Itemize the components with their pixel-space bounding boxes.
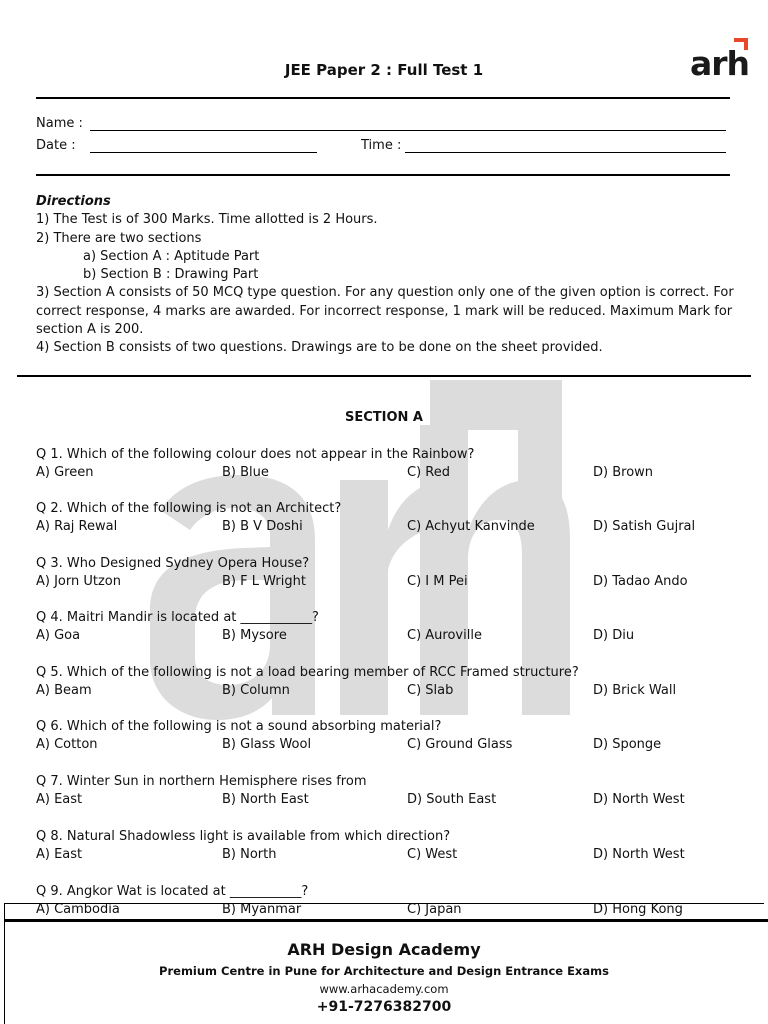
options-row: [36, 519, 736, 537]
name-label: Name :: [36, 116, 83, 131]
directions-heading: Directions: [36, 194, 111, 209]
name-row: [36, 116, 83, 131]
page-title: JEE Paper 2 : Full Test 1: [284, 61, 484, 79]
option[interactable]: C) Auroville: [407, 628, 482, 643]
question-text: Q 8. Natural Shadowless light is available from which direction?: [36, 829, 451, 844]
question-text: Q 9. Angkor Wat is located at ___________?: [36, 884, 309, 899]
option[interactable]: B) Blue: [222, 465, 269, 480]
logo-text: arh: [690, 44, 750, 83]
option[interactable]: B) Glass Wool: [222, 737, 312, 752]
option[interactable]: B) Column: [222, 683, 290, 698]
option[interactable]: A) Raj Rewal: [36, 519, 118, 534]
form-divider: [36, 174, 730, 176]
footer-thin-rule: [4, 903, 764, 904]
option[interactable]: D) Hong Kong: [593, 902, 683, 917]
option[interactable]: A) Goa: [36, 628, 81, 643]
direction-line: a) Section A : Aptitude Part: [83, 248, 260, 264]
option[interactable]: D) Brown: [593, 465, 654, 480]
options-row: [36, 792, 736, 810]
direction-line: 1) The Test is of 300 Marks. Time allotted is 2 Hours.: [36, 212, 378, 228]
direction-line: b) Section B : Drawing Part: [83, 267, 259, 283]
time-field[interactable]: [405, 138, 726, 153]
options-row: [36, 574, 736, 592]
option[interactable]: B) North: [222, 847, 277, 862]
direction-line: 3) Section A consists of 50 MCQ type question. For any question only one of the given option is correct. For correct response, 4 marks are awarded. For incorrect response, 1 mark will be reduced. Maximum Mark for section A is 200.: [36, 285, 734, 338]
name-field[interactable]: [90, 116, 726, 131]
options-row: [36, 737, 736, 755]
option[interactable]: B) North East: [222, 792, 309, 807]
footer-tagline: Premium Centre in Pune for Architecture and Design Entrance Exams: [159, 964, 609, 978]
footer-website-link[interactable]: www.arhacademy.com: [319, 982, 449, 996]
footer-divider: [4, 919, 768, 922]
option[interactable]: A) Green: [36, 465, 94, 480]
options-row: [36, 628, 736, 646]
question-text: Q 6. Which of the following is not a sound absorbing material?: [36, 719, 442, 734]
option[interactable]: D) Tadao Ando: [593, 574, 688, 589]
option[interactable]: B) Myanmar: [222, 902, 302, 917]
option[interactable]: D) South East: [407, 792, 497, 807]
question-text: Q 1. Which of the following colour does not appear in the Rainbow?: [36, 447, 475, 462]
question-text: Q 4. Maitri Mandir is located at ___________?: [36, 610, 319, 625]
top-divider: [36, 97, 730, 99]
option[interactable]: C) Japan: [407, 902, 462, 917]
directions-block: [36, 193, 736, 358]
footer-academy-name: ARH Design Academy: [287, 940, 481, 959]
option[interactable]: D) Brick Wall: [593, 683, 677, 698]
question-text: Q 5. Which of the following is not a load bearing member of RCC Framed structure?: [36, 665, 579, 680]
option[interactable]: C) Ground Glass: [407, 737, 513, 752]
footer-phone: +91-7276382700: [316, 999, 452, 1015]
question-text: Q 3. Who Designed Sydney Opera House?: [36, 556, 310, 571]
option[interactable]: A) Cotton: [36, 737, 98, 752]
option[interactable]: B) Mysore: [222, 628, 287, 643]
option[interactable]: A) Cambodia: [36, 902, 120, 917]
options-row: [36, 902, 736, 920]
question-text: Q 2. Which of the following is not an Architect?: [36, 501, 342, 516]
option[interactable]: C) I M Pei: [407, 574, 468, 589]
option[interactable]: B) F L Wright: [222, 574, 306, 589]
option[interactable]: C) Slab: [407, 683, 454, 698]
option[interactable]: D) Sponge: [593, 737, 662, 752]
option[interactable]: A) East: [36, 847, 83, 862]
time-label: Time :: [361, 138, 402, 153]
section-divider: [17, 375, 751, 377]
option[interactable]: D) Diu: [593, 628, 635, 643]
section-title: SECTION A: [344, 410, 423, 425]
direction-line: 2) There are two sections: [36, 230, 202, 246]
options-row: [36, 847, 736, 865]
option[interactable]: A) Beam: [36, 683, 92, 698]
option[interactable]: A) Jorn Utzon: [36, 574, 122, 589]
option[interactable]: C) West: [407, 847, 458, 862]
date-row: [36, 138, 76, 153]
option[interactable]: A) East: [36, 792, 83, 807]
option[interactable]: D) Satish Gujral: [593, 519, 696, 534]
question-text: Q 7. Winter Sun in northern Hemisphere rises from: [36, 774, 367, 789]
date-label: Date :: [36, 138, 76, 153]
option[interactable]: D) North West: [593, 792, 685, 807]
options-row: [36, 683, 736, 701]
option[interactable]: D) North West: [593, 847, 685, 862]
option[interactable]: C) Achyut Kanvinde: [407, 519, 535, 534]
date-field[interactable]: [90, 138, 317, 153]
arh-logo: [690, 36, 750, 84]
option[interactable]: C) Red: [407, 465, 450, 480]
option[interactable]: B) B V Doshi: [222, 519, 303, 534]
direction-line: 4) Section B consists of two questions. Drawings are to be done on the sheet provided.: [36, 340, 603, 356]
options-row: [36, 465, 736, 483]
